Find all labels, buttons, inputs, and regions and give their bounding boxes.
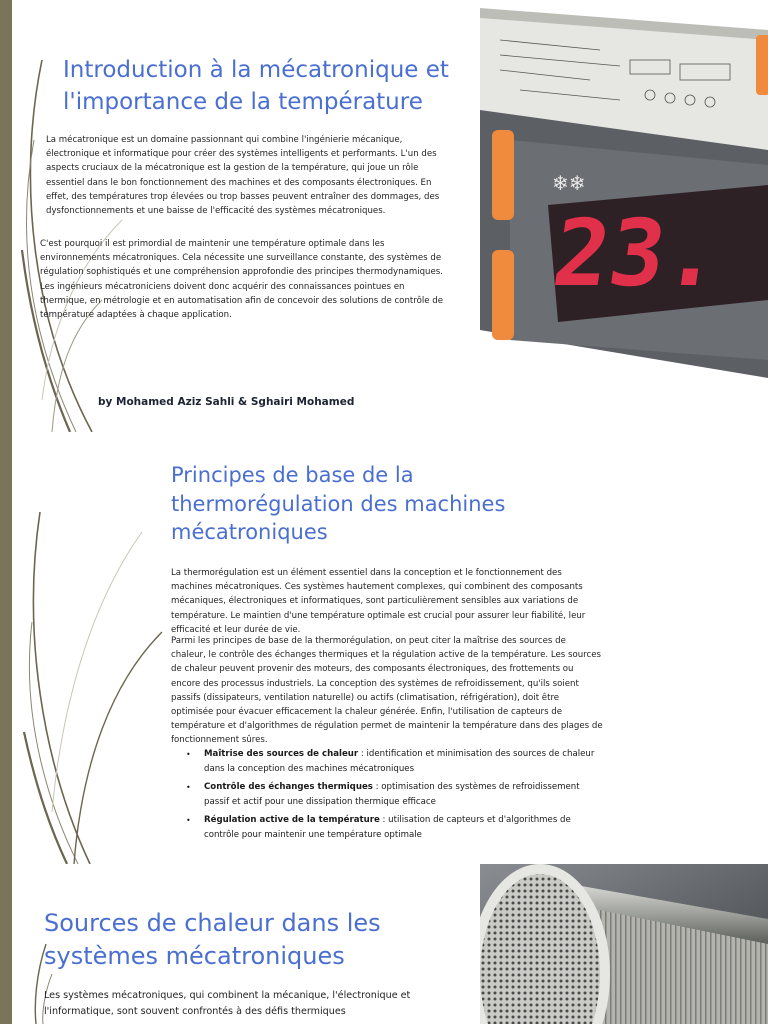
slide3-title: Sources de chaleur dans les systèmes mécatroniques	[44, 909, 381, 970]
slide-introduction	[12, 0, 768, 432]
slide2-title: Principes de base de la thermorégulation des machines mécatroniques	[171, 463, 506, 544]
slide2-paragraph-2: Parmi les principes de base de la thermorégulation, on peut citer la maîtrise des sources de chaleur, le contrôle des échanges thermiques et la régulation active de la température. Les sources de chaleur peuvent provenir des moteurs, des composants électroniques, des frottements ou encore des processus industriels. La conception des systèmes de refroidissement, qu'ils soient passifs (dissipateurs, ventilation naturelle) ou actifs (climatisation, réfrigération), doit être optimisée pour évacuer efficacement la chaleur générée. Enfin, l'utilisation de capteurs de température et d'algorithmes de régulation permet de maintenir la température dans des plages de fonctionnement sûres.	[171, 636, 603, 746]
decorative-curves	[12, 432, 172, 864]
list-item: • Maîtrise des sources de chaleur : identification et minimisation des sources de chaleur dans la conception des machines mécatroniques	[184, 747, 600, 777]
list-item: • Contrôle des échanges thermiques : optimisation des systèmes de refroidissement passif et actif pour une dissipation thermique efficace	[184, 780, 600, 810]
slide-heat-sources	[12, 864, 768, 1024]
display-digits: 23.	[546, 199, 729, 307]
principles-list	[184, 747, 600, 846]
slide-thermoregulation	[12, 432, 768, 864]
heat-exchanger-photo	[480, 864, 768, 1024]
author-credit: by Mohamed Aziz Sahli & Sghairi Mohamed	[98, 396, 355, 408]
slide1-paragraph-2: C'est pourquoi il est primordial de maintenir une température optimale dans les environnements mécatroniques. Cela nécessite une surveillance constante, des systèmes de régulation sophistiqués et une compréhension approfondie des principes thermodynamiques. Les ingénieurs mécatroniciens doivent donc acquérir des connaissances pointues en thermique, en métrologie et en automatisation afin de concevoir des solutions de contrôle de température adaptées à chaque application.	[40, 239, 444, 321]
list-item: • Régulation active de la température : utilisation de capteurs et d'algorithmes de contrôle pour maintenir une température optimale	[184, 813, 600, 843]
slide1-paragraph-1: La mécatronique est un domaine passionnant qui combine l'ingénierie mécanique, électronique et informatique pour créer des systèmes intelligents et performants. L'un des aspects cruciaux de la mécatronique est la gestion de la température, qui joue un rôle essentiel dans le bon fonctionnement des machines et des composants électroniques. En effet, des températures trop élevées ou trop basses peuvent entraîner des dommages, des dysfonctionnements et une baisse de l'efficacité des systèmes mécatroniques.	[46, 135, 440, 217]
slide1-title: Introduction à la mécatronique et l'importance de la température	[63, 57, 449, 115]
thermostat-controller-photo	[480, 0, 768, 378]
slide3-paragraph-1: Les systèmes mécatroniques, qui combinent la mécanique, l'électronique et l'informatique, sont souvent confrontés à des défis thermiques	[44, 990, 411, 1017]
slide2-paragraph-1: La thermorégulation est un élément essentiel dans la conception et le fonctionnement des machines mécatroniques. Ces systèmes hautement complexes, qui combinent des composants mécaniques, électroniques et informatiques, sont particulièrement sensibles aux variations de température. Le maintien d'une température optimale est crucial pour assurer leur fiabilité, leur efficacité et leur durée de vie.	[171, 568, 586, 635]
left-edge-bar	[0, 0, 12, 1024]
svg-text:❄❄: ❄❄	[552, 171, 586, 195]
